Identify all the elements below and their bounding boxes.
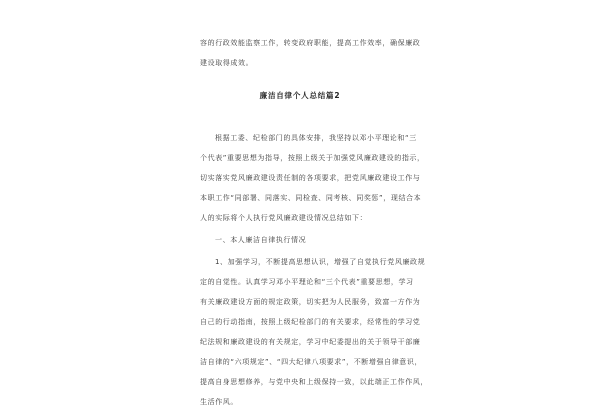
text-line: 人的实际将个人执行党风廉政建设情况总结如下： [200, 214, 368, 222]
paragraph-2 [200, 232, 428, 412]
text-line: 建设取得成效。 [200, 59, 254, 67]
text-line: 自己的行动指南，按照上级纪检部门的有关要求，经常性的学习党 [200, 318, 421, 326]
text-line: 纪法规和廉政建设的有关规定，学习中纪委提出的关于领导干部廉 [200, 338, 421, 346]
text-line: 本职工作“同部署、同落实、同检查、同考核、同奖惩”，现结合本 [200, 194, 422, 202]
intro-block [200, 33, 421, 73]
text-line: 生活作风。 [200, 398, 238, 406]
text-line: 有关廉政建设方面的规定政策，切实把为人民服务，致富一方作为 [200, 298, 421, 306]
section-heading: 一、本人廉洁自律执行情况 [215, 236, 307, 244]
text-line: 定的自觉性。认真学习邓小平理论和“三个代表”重要思想，学习 [200, 278, 414, 286]
text-line: 切实落实党风廉政建设责任制的各项要求，把党风廉政建设工作与 [200, 174, 421, 182]
paragraph-1 [200, 128, 425, 228]
text-line: 容的行政效能监察工作，转变政府职能，提高工作效率，确保廉政 [200, 39, 421, 47]
text-line: 1、加强学习，不断提高思想认识，增强了自觉执行党风廉政规 [215, 258, 426, 266]
text-line: 提高自身思想修养，与党中央和上级保持一致，以此端正工作作风， [200, 378, 428, 386]
page-title: 廉洁自律个人总结篇2 [259, 91, 341, 100]
text-line: 根据工委、纪检部门的具体安排，我坚持以邓小平理论和“三 [215, 134, 417, 142]
text-line: 个代表”重要思想为指导，按照上级关于加强党风廉政建设的指示， [200, 154, 425, 162]
text-line: 洁自律的“六项规定”、“四大纪律八项要求”，不断增强自律意识， [200, 358, 423, 366]
